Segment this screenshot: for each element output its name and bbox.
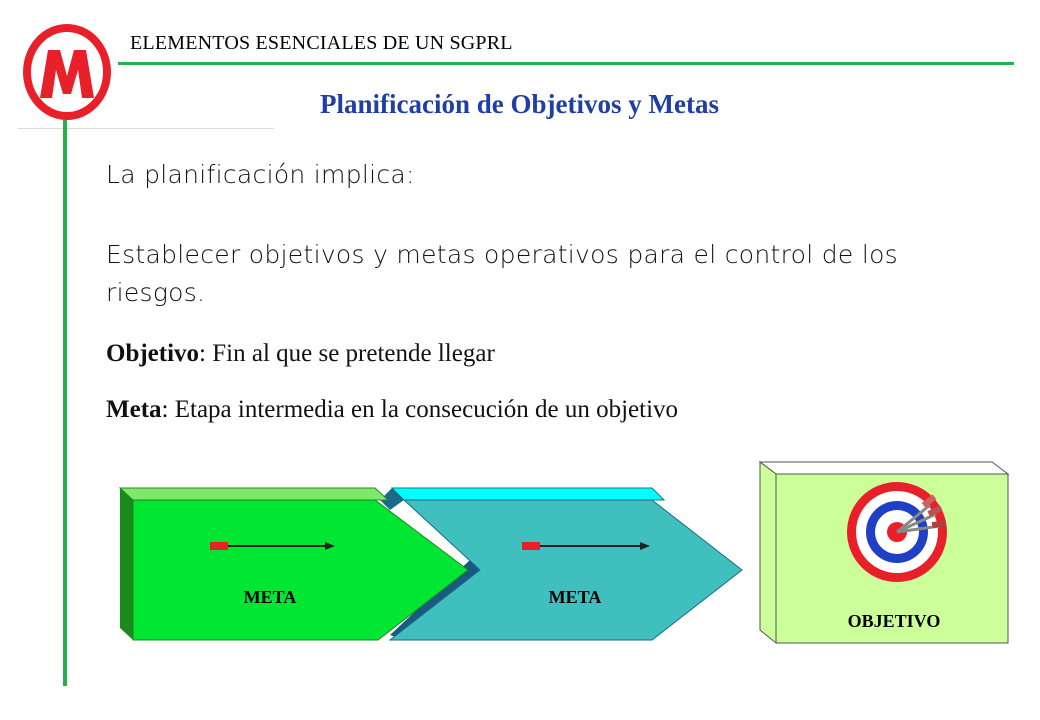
objetivo-label: OBJETIVO bbox=[847, 611, 941, 631]
definition-text: : Etapa intermedia en la consecución de un objetivo bbox=[161, 396, 679, 423]
page-title: Planificación de Objetivos y Metas bbox=[320, 89, 719, 119]
meta-label-1: META bbox=[243, 587, 297, 607]
dart-fletch-icon bbox=[210, 542, 228, 550]
definition-text: : Fin al que se pretende llegar bbox=[199, 340, 495, 367]
objetivo-block bbox=[760, 462, 1008, 643]
definition-term: Meta bbox=[106, 396, 162, 423]
paragraph-text: Establecer objetivos y metas operativos para el control de los riesgos. bbox=[106, 240, 898, 307]
meta-label-2: META bbox=[548, 587, 602, 607]
header-title: ELEMENTOS ESENCIALES DE UN SGPRL bbox=[130, 32, 513, 54]
definition-term: Objetivo bbox=[106, 340, 200, 367]
dart-fletch-icon bbox=[522, 542, 540, 550]
intro-text: La planificación implica: bbox=[106, 160, 415, 189]
